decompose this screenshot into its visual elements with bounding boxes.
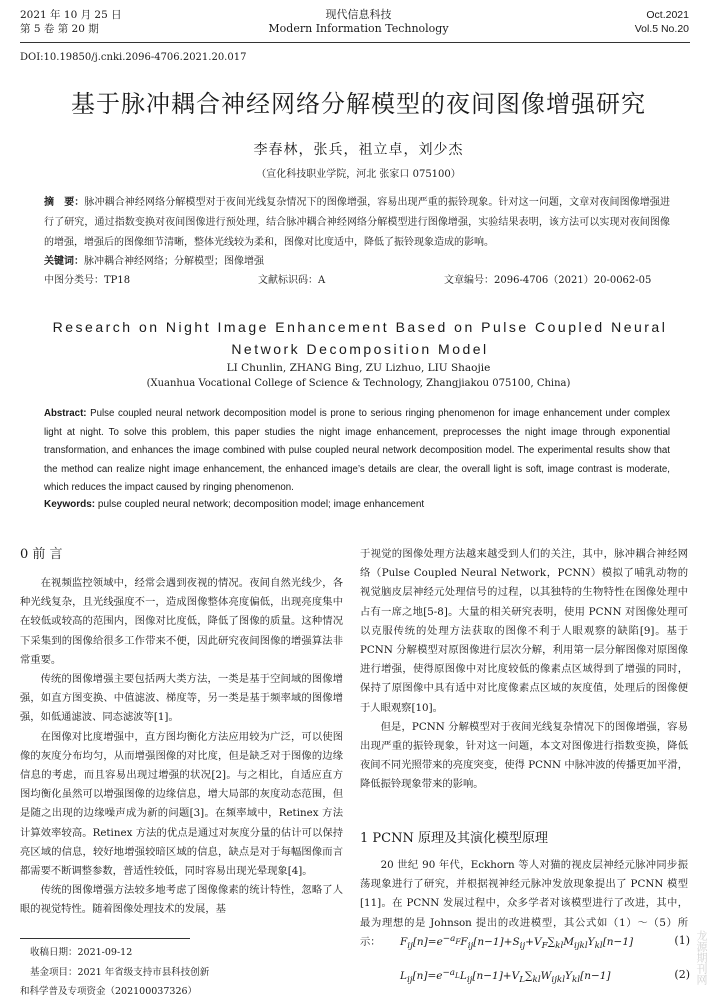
paper-title-en: Research on Night Image Enhancement Based on Pulse Coupled Neural Network Decomposition Model [52,319,668,357]
abstract-en [44,405,670,498]
footnotes [30,943,209,983]
equation-1-number: (1) [674,934,690,947]
keywords-cn-text: 脉冲耦合神经网络；分解模型；图像增强 [84,256,264,267]
received-date: 收稿日期：2021-09-12 [30,947,133,958]
keywords-en-text: pulse coupled neural network; decomposition model; image enhancement [95,499,425,510]
header-issue-cn: 第 5 卷 第 20 期 [20,23,99,35]
article-number: 文章编号：2096-4706（2021）20-0062-05 [444,275,652,286]
keywords-en [44,499,670,510]
abstract-cn-text: 脉冲耦合神经网络分解模型对于夜间光线复杂情况下的图像增强，容易出现严重的振铃现象。针对这一问题，文章对夜间图像增强进行了研究，通过指数变换对夜间图像进行预处理，结合脉冲耦合神经网络分解模型进行图像增强，实验结果表明，该方法可以实现对夜间图像的增强，增强后的图像细节清晰，整体光线较为柔和，图像对比度适中，降低了振铃现象造成的影响。 [44,197,671,248]
paragraph: 在视频监控领域中，经常会遇到夜视的情况。夜间自然光线少，各种光线复杂，且光线强度不一，造成图像整体亮度偏低，出现亮度集中在较低或较高的范围内，图像对比度低，降低了图像的质量。这种情况下采集到的图像给很多工作带来不便，因此研究夜间图像的增强算法非常重要。 [20,577,343,666]
equation-2-number: (2) [674,968,690,981]
header-right [635,8,689,36]
abstract-cn [44,193,670,253]
abstract-cn-label: 摘 要： [44,197,85,208]
equation-2 [400,964,690,985]
header-date-cn: 2021 年 10 月 25 日 [20,9,122,21]
affiliation-en: (Xuanhua Vocational College of Science & Technology, Zhangjiakou 075100, China) [146,378,571,389]
authors: 李春林，张兵，祖立卓，刘少杰 [253,142,464,158]
header-date-en: Oct.2021 [646,9,689,21]
affiliation: （宣化科技职业学院，河北 张家口 075100） [256,169,461,180]
keywords-cn [44,252,670,267]
paragraph: 于视觉的图像处理方法越来越受到人们的关注，其中，脉冲耦合神经网络（Pulse Coupled Neural Network，PCNN）模拟了哺乳动物的视觉脑皮层神经元处理信号的过程，以其独特的生物特性在图像处理中占有一席之地[5-8]。大量的相关研究表明，使用 PCNN 对图像处理可以克服传统的处理方法获取的图像不利于人眼观察的缺陷[9]。基于 PCNN 分解模型对原图像进行层次分解，利用第一层分解图像对原图像进行增强，使得原图像中对比度较低的像素点区域得到了增强的同时，保持了原图像中具有适中对比度像素点区域的灰度值，处理后的图像便于人眼观察[10]。 [360,548,688,714]
paragraph: 在图像对比度增强中，直方图均衡化方法应用较为广泛，可以使图像的灰度分布均匀，从而增强图像的对比度，但是缺乏对于图像的边缘信息的考虑，而且容易出现过增强的状况[2]。与之相比，自适应直方图均衡化虽然可以增强图像的边缘信息，增大局部的灰度动态范围，但是随之出现的边缘噪声成为新的问题[3]。在频率域中，Retinex 方法计算效率较高。Retinex 方法的优点是通过对灰度分量的估计可以保持亮区域的信息，较好地增强较暗区域的信息，缺点是对于每幅图像而言都需要不断调整参数，普适性较低，同时容易出现光晕现象[4]。 [20,730,343,878]
header-divider [20,42,690,43]
section-1-heading: 1 PCNN 原理及其演化模型原理 [360,831,548,846]
fund-info: 基金项目：2021 年省级支持市县科技创新 [30,967,210,978]
footnote-divider [20,938,190,939]
paragraph: 20 世纪 90 年代，Eckhorn 等人对猫的视皮层神经元脉冲同步振荡现象进行了研究，并根据视神经元脉冲发放现象提出了 PCNN 模型[11]。在 PCNN 发展过程中，众多学者对该模型进行了改进，其中，最为理想的是 Johnson 提出的改进模型，其公式如（1）～（5）所示： [360,859,688,948]
header-journal [0,8,717,36]
clc-number: 中图分类号：TP18 [44,275,131,286]
section-0-heading: 0 前 言 [20,547,63,562]
document-code: 文献标识码：A [258,275,326,286]
paper-title: 基于脉冲耦合神经网络分解模型的夜间图像增强研究 [71,90,646,118]
paragraph: 传统的图像增强主要包括两大类方法，一类是基于空间域的图像增强，如直方图变换、中值滤波、梯度等，另一类是基于频率域的图像增强，如低通滤波、同态滤波等[1]。 [20,673,343,724]
authors-en: LI Chunlin, ZHANG Bing, ZU Lizhuo, LIU Shaojie [226,362,491,374]
fund-info-continued: 和科学普及专项资金（202100037326） [20,986,198,997]
equation-2-body: $L_{ij}[n]=e^{-a_L}L_{ij}[n-1]+V_L\sum_{kl}W_{ijkl}Y_{kl}[n-1]$ [400,967,611,986]
abstract-en-text: Pulse coupled neural network decomposition model is prone to serious ringing phenomenon for image enhancement under complex light at night. To solve this problem, this paper studies the night image enhancement, preprocesses the night image through exponential transformation, and enhances the image combined with pulse coupled neural network decomposition model. The experimental results show that the method can realize night image enhancement, the enhanced image’s details are clear, the overall light is soft, image contrast is moderate, which reduces the impact caused by ringing phenomenon. [44,408,670,494]
equation-1-body: $F_{ij}[n]=e^{-a_F}F_{ij}[n-1]+S_{ij}+V_F\sum_{kl}M_{ijkl}Y_{kl}[n-1]$ [400,933,634,952]
doi: DOI:10.19850/j.cnki.2096-4706.2021.20.017 [20,52,247,63]
watermark: 龙源期刊网 [695,930,708,985]
journal-name-en: Modern Information Technology [268,22,449,35]
journal-name-cn: 现代信息科技 [325,8,392,21]
keywords-en-label: Keywords: [44,499,96,510]
right-column [360,545,688,795]
paragraph: 传统的图像增强方法较多地考虑了图像像素的统计特性，忽略了人眼的视觉特性。随着图像处理技术的发展，基 [20,884,343,916]
keywords-cn-label: 关键词： [44,256,84,267]
abstract-en-label: Abstract: [44,408,87,419]
left-column [20,574,343,920]
paragraph: 但是，PCNN 分解模型对于夜间光线复杂情况下的图像增强，容易出现严重的振铃现象，针对这一问题，本文对图像进行指数变换，降低夜间不同光照带来的亮度突变，使得 PCNN 中脉冲波的传播更加平滑，降低振铃现象带来的影响。 [360,720,688,791]
equation-1 [400,930,690,951]
header-issue-en: Vol.5 No.20 [634,23,689,35]
